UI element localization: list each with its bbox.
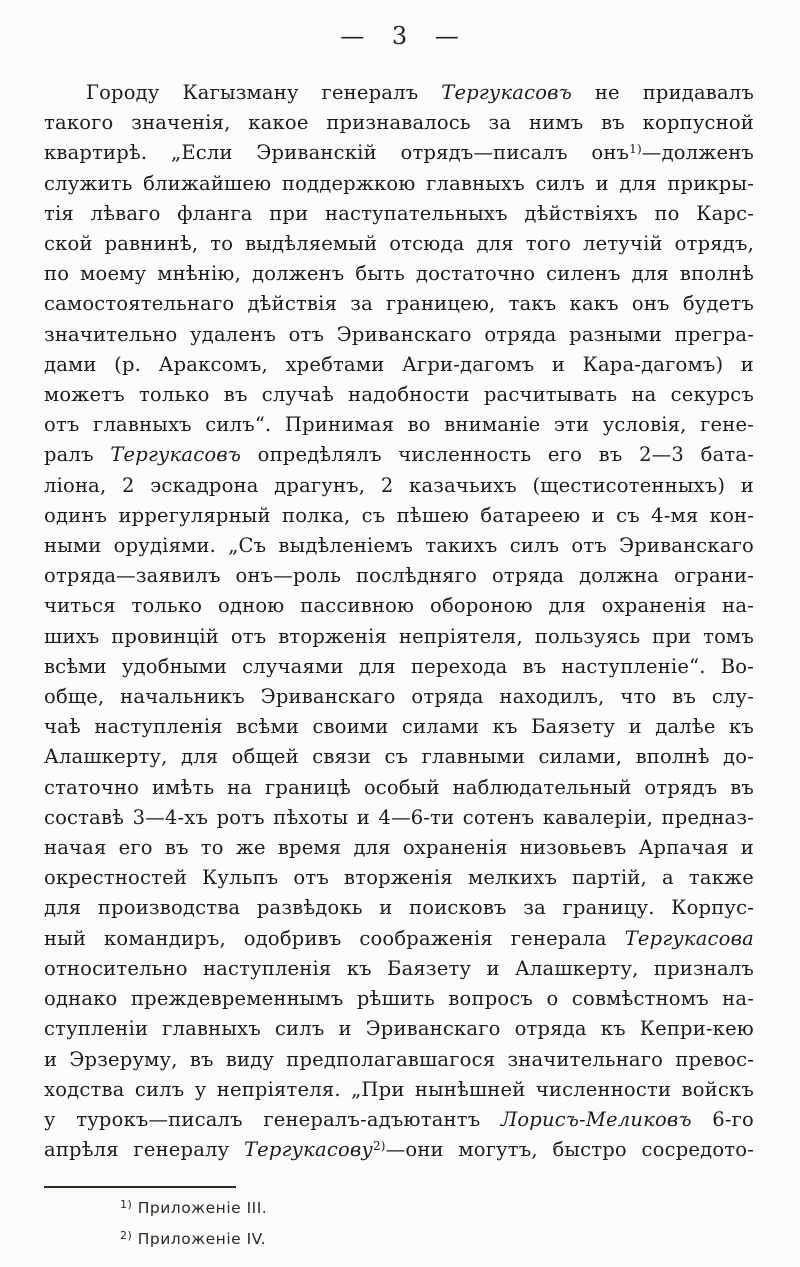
text-segment: по моему мнѣнію, долженъ быть достаточно силенъ для вполнѣ xyxy=(44,262,754,286)
text-line xyxy=(44,289,754,319)
text-line xyxy=(44,259,754,289)
text-line xyxy=(44,652,754,682)
text-segment: статочно имѣть на границѣ особый наблюдательный отрядъ въ xyxy=(44,775,754,799)
text-segment: отъ главныхъ силъ“. Принимая во вниманіе эти условія, гене- xyxy=(44,413,754,437)
text-line xyxy=(44,561,754,591)
text-segment: апрѣля генералу xyxy=(44,1138,244,1162)
text-segment: для производства развѣдокь и поисковъ за границу. Корпус- xyxy=(44,896,754,920)
body-text xyxy=(44,78,754,1165)
emphasized-name: Тергукасовъ xyxy=(110,443,242,467)
text-line xyxy=(44,682,754,712)
text-line xyxy=(44,320,754,350)
text-segment: составѣ 3—4-хъ ротъ пѣхоты и 4—6-ти сотенъ кавалеріи, предназ- xyxy=(44,805,754,829)
text-segment: ный командиръ, одобривъ соображенія генерала xyxy=(44,926,625,950)
text-segment: —они могутъ, быстро сосредото- xyxy=(385,1138,754,1162)
text-line xyxy=(44,1105,754,1135)
text-segment: можетъ только въ случаѣ надобности расчитывать на секурсъ xyxy=(44,383,754,407)
text-line xyxy=(44,108,754,138)
text-segment: чаѣ наступленія всѣми своими силами къ Баязету и далѣе къ xyxy=(44,715,754,739)
text-segment: дами (р. Араксомъ, хребтами Агри-дагомъ и Кара-дагомъ) и xyxy=(44,352,754,376)
text-line xyxy=(44,199,754,229)
text-line xyxy=(44,833,754,863)
text-segment: у турокъ—писалъ генералъ-адъютантъ xyxy=(44,1107,501,1131)
text-line xyxy=(44,501,754,531)
text-segment: и Эрзеруму, въ виду предполагавшагося значительнаго превос- xyxy=(44,1047,754,1071)
text-segment: ными орудіями. „Съ выдѣленіемъ такихъ силъ отъ Эриванскаго xyxy=(44,534,754,558)
footnote-marker: 1) xyxy=(120,1198,133,1211)
text-segment: всѣми удобными случаями для перехода въ наступленіе“. Во- xyxy=(44,654,754,678)
text-line xyxy=(44,78,754,108)
text-line xyxy=(44,471,754,501)
emphasized-name: Тергукасовъ xyxy=(441,81,572,104)
text-segment: —долженъ xyxy=(641,141,754,165)
text-line xyxy=(44,954,754,984)
text-segment: обще, начальникъ Эриванскаго отряда находилъ, что въ слу- xyxy=(44,685,754,709)
text-line xyxy=(44,622,754,652)
text-segment: читься только одною пассивною обороною для охраненія на- xyxy=(44,594,754,618)
text-segment: тія лѣваго фланга при наступательныхъ дѣйствіяхъ по Карс- xyxy=(44,201,754,225)
text-line xyxy=(44,893,754,923)
text-segment: 6-го xyxy=(691,1107,754,1131)
footnote-separator xyxy=(44,1186,236,1188)
text-line xyxy=(44,712,754,742)
text-segment: отряда—заявилъ онъ—роль послѣдняго отряда должна ограни- xyxy=(44,564,754,588)
text-line xyxy=(44,229,754,259)
text-line xyxy=(44,440,754,470)
text-segment: ступленіи главныхъ силъ и Эриванскаго отряда къ Кепри-кею xyxy=(44,1017,754,1041)
text-line xyxy=(44,1045,754,1075)
text-segment: Алашкерту, для общей связи съ главными силами, вполнѣ до- xyxy=(44,745,754,769)
text-segment: Городу Кагызману генералъ xyxy=(86,81,442,104)
text-segment: значительно удаленъ отъ Эриванскаго отряда разными прегра- xyxy=(44,322,754,346)
text-segment: не придавалъ xyxy=(571,81,755,104)
footnote-text: Приложеніе IV. xyxy=(132,1229,267,1248)
text-segment: опредѣлялъ численность его въ 2—3 бата- xyxy=(241,443,754,467)
footnote-reference: 1) xyxy=(629,142,642,157)
footnote-marker: 2) xyxy=(120,1228,133,1242)
text-segment: одинъ иррегулярный полка, съ пѣшею батареею и съ 4-мя кон- xyxy=(44,503,754,527)
footnotes xyxy=(44,1193,754,1254)
text-line xyxy=(44,984,754,1014)
text-line xyxy=(44,350,754,380)
emphasized-name: Лорисъ-Меликовъ xyxy=(500,1107,692,1131)
text-line xyxy=(44,863,754,893)
text-line xyxy=(44,803,754,833)
emphasized-name: Тергукасову xyxy=(243,1138,373,1162)
text-line xyxy=(44,924,754,954)
page-number: — 3 — xyxy=(340,22,460,50)
text-line xyxy=(44,773,754,803)
text-line xyxy=(44,169,754,199)
text-segment: такого значенія, какое признавалось за нимъ въ корпусной xyxy=(44,111,754,135)
text-line xyxy=(44,531,754,561)
footnote-item xyxy=(44,1224,754,1255)
text-segment: ліона, 2 эскадрона драгунъ, 2 казачьихъ (щестисотенныхъ) и xyxy=(44,473,754,497)
text-segment: шихъ провинцій отъ вторженія непріятеля, пользуясь при томъ xyxy=(44,624,754,648)
footnote-text: Приложеніе III. xyxy=(132,1199,268,1217)
text-line xyxy=(44,1014,754,1044)
text-segment: самостоятельнаго дѣйствія за границею, такъ какъ онъ будетъ xyxy=(44,292,754,316)
text-line xyxy=(44,1135,754,1165)
text-line xyxy=(44,1075,754,1105)
text-segment: служить ближайшею поддержкою главныхъ силъ и для прикры- xyxy=(44,171,754,195)
text-line xyxy=(44,591,754,621)
text-segment: квартирѣ. „Если Эриванскій отрядъ—писалъ онъ xyxy=(44,141,630,165)
footnote-item xyxy=(44,1193,754,1224)
text-line xyxy=(44,410,754,440)
text-line xyxy=(44,380,754,410)
text-segment: окрестностей Кульпъ отъ вторженія мелкихъ партій, а также xyxy=(44,866,754,890)
text-segment: однако преждевременнымъ рѣшить вопросъ о совмѣстномъ на- xyxy=(44,987,754,1011)
emphasized-name: Тергукасова xyxy=(624,926,754,950)
text-segment: начая его въ то же время для охраненія низовьевъ Арпачая и xyxy=(44,836,754,860)
footnote-reference: 2) xyxy=(372,1139,386,1154)
text-segment: ходства силъ у непріятеля. „При нынѣшней численности войскъ xyxy=(44,1077,754,1101)
text-segment: относительно наступленія къ Баязету и Алашкерту, призналъ xyxy=(44,956,754,980)
text-line xyxy=(44,138,754,168)
text-segment: ралъ xyxy=(44,443,111,467)
text-segment: ской равнинѣ, то выдѣляемый отсюда для того летучій отрядъ, xyxy=(44,232,754,256)
text-line xyxy=(44,742,754,772)
